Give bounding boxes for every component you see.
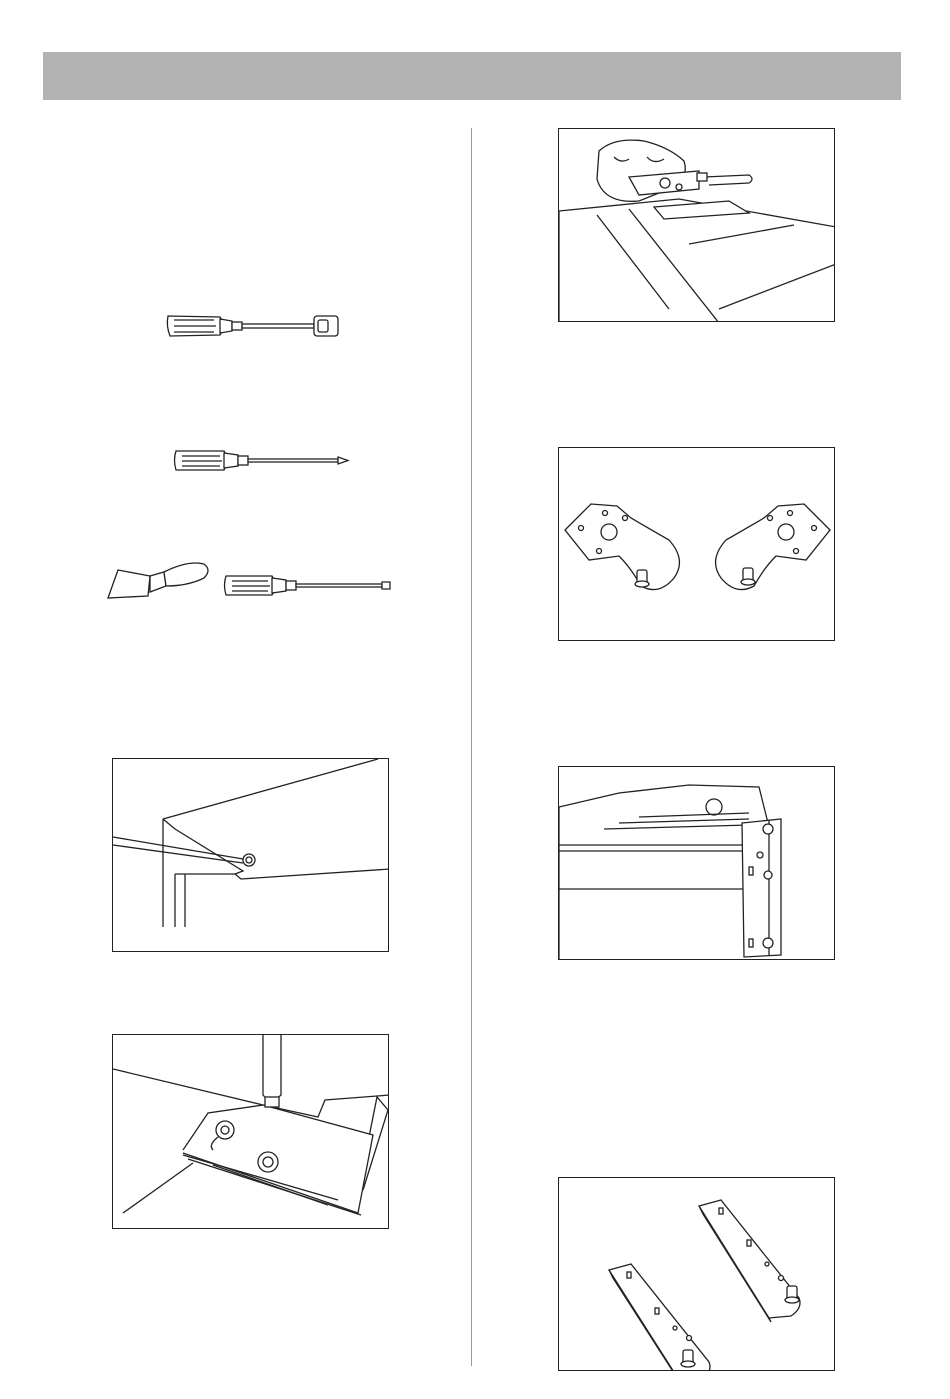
section-header-bar (43, 52, 901, 100)
figure-screw-removal-side (112, 758, 389, 952)
phillips-screwdriver-icon (170, 444, 360, 478)
figure-top-hinge-plates (558, 447, 835, 641)
figure-hand-removing-hinge (558, 128, 835, 322)
putty-knife-icon (104, 556, 214, 606)
figure-bottom-hinge-brackets (558, 1177, 835, 1371)
flat-screwdriver-icon (220, 570, 395, 602)
socket-wrench-icon (160, 302, 350, 342)
column-divider (471, 128, 472, 1366)
figure-hinge-screw-top (112, 1034, 389, 1229)
figure-bottom-hinge-mounted (558, 766, 835, 960)
